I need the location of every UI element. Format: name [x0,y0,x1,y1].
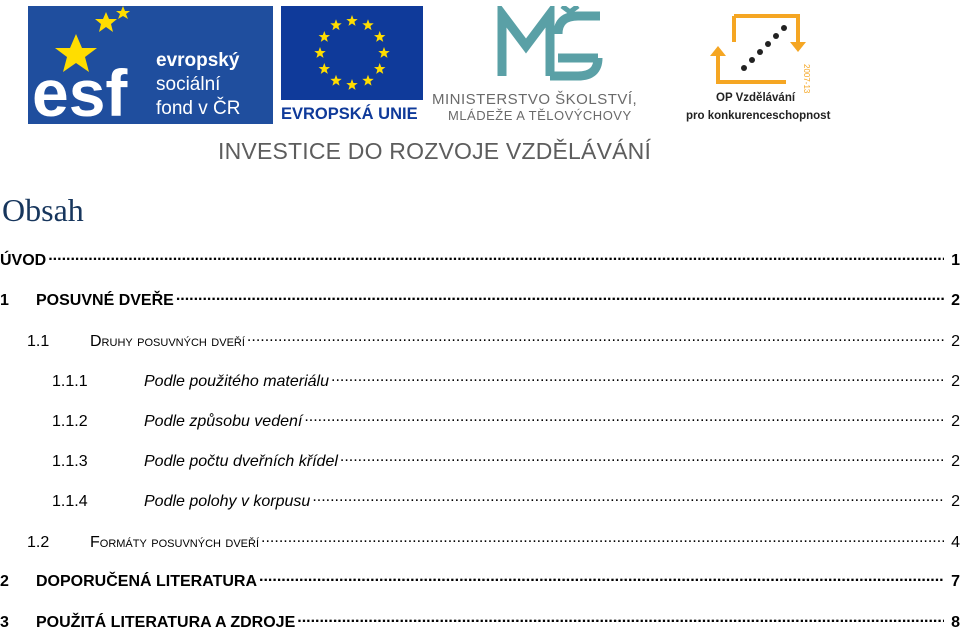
toc-entry-page: 7 [951,573,960,590]
toc-entry-number: 1.1.1 [52,373,88,390]
toc-entry-label: POSUVNÉ DVEŘE [36,292,174,309]
toc-entry-1-1[interactable] [0,328,960,352]
toc-entry-label: Podle způsobu vedení [144,413,303,430]
toc-entry-3[interactable] [0,609,960,633]
header-slogan: INVESTICE DO ROZVOJE VZDĚLÁVÁNÍ [218,138,652,164]
toc-entry-1-1-3[interactable] [0,448,960,472]
toc-entry-2[interactable] [0,568,960,592]
toc-entry-page: 2 [951,373,960,390]
esf-letters: esf [32,56,128,124]
toc-entry-1-2[interactable] [0,529,960,553]
toc-entry-number: 1.1.4 [52,493,88,510]
toc-leader-dots [176,287,944,305]
toc-leader-dots [304,408,944,426]
toc-entry-number: 1.1.2 [52,413,88,430]
toc-entry-number: 1.1 [27,333,50,350]
op-line1: OP Vzdělávání [716,92,796,104]
toc-entry-page: 2 [951,292,960,309]
toc-entry-number: 2 [0,573,9,590]
msmt-logo [430,6,675,124]
toc-entry-label: Formáty posuvných dveří [90,534,260,551]
msmt-line2: MLÁDEŽE A TĚLOVÝCHOVY [448,108,632,123]
toc-entry-label: POUŽITÁ LITERATURA A ZDROJE [36,614,296,631]
toc-entry-label: Druhy posuvných dveří [90,333,245,350]
toc-entry-number: 3 [0,614,9,631]
toc-entry-page: 2 [951,453,960,470]
op-years: 2007-13 [802,64,811,94]
toc-title: Obsah [2,192,84,228]
toc-entry-page: 2 [951,333,960,350]
toc-entry-page: 2 [951,413,960,430]
toc-entry-label: Podle použitého materiálu [144,373,330,390]
eu-caption: EVROPSKÁ UNIE [281,105,418,123]
toc-entry-number: 1 [0,292,9,309]
header-logos [0,0,960,170]
esf-line1: evropský [156,50,240,71]
toc-entry-page: 1 [951,252,960,269]
toc-leader-dots [331,368,944,386]
toc-leader-dots [259,568,944,586]
toc-leader-dots [340,448,944,466]
toc-leader-dots [261,529,944,547]
toc-entry-label: ÚVOD [0,252,47,269]
toc-entry-1-1-2[interactable] [0,408,960,432]
toc-entry-number: 1.2 [27,534,50,551]
eu-logo [281,6,423,124]
toc-entry-page: 8 [951,614,960,631]
toc-leader-dots [297,609,944,627]
op-logo [686,6,846,124]
toc-entry-label: Podle polohy v korpusu [144,493,311,510]
toc-entry-label: Podle počtu dveřních křídel [144,453,338,470]
esf-logo [28,6,273,124]
esf-line2: sociální [156,74,221,95]
toc-leader-dots [312,488,944,506]
toc-leader-dots [247,328,944,346]
op-line2: pro konkurenceschopnost [686,110,831,122]
toc-entry-1-1-4[interactable] [0,488,960,512]
toc-entry-1[interactable] [0,287,960,311]
toc-entry-page: 2 [951,493,960,510]
toc-entry-label: DOPORUČENÁ LITERATURA [36,573,258,590]
toc-entry-page: 4 [951,534,960,551]
toc-entry-uvod[interactable] [0,247,960,271]
toc-entry-1-1-1[interactable] [0,368,960,392]
toc-entry-number: 1.1.3 [52,453,88,470]
toc-leader-dots [48,247,944,265]
esf-line3: fond v ČR [156,98,241,119]
msmt-line1: MINISTERSTVO ŠKOLSTVÍ, [432,91,638,108]
